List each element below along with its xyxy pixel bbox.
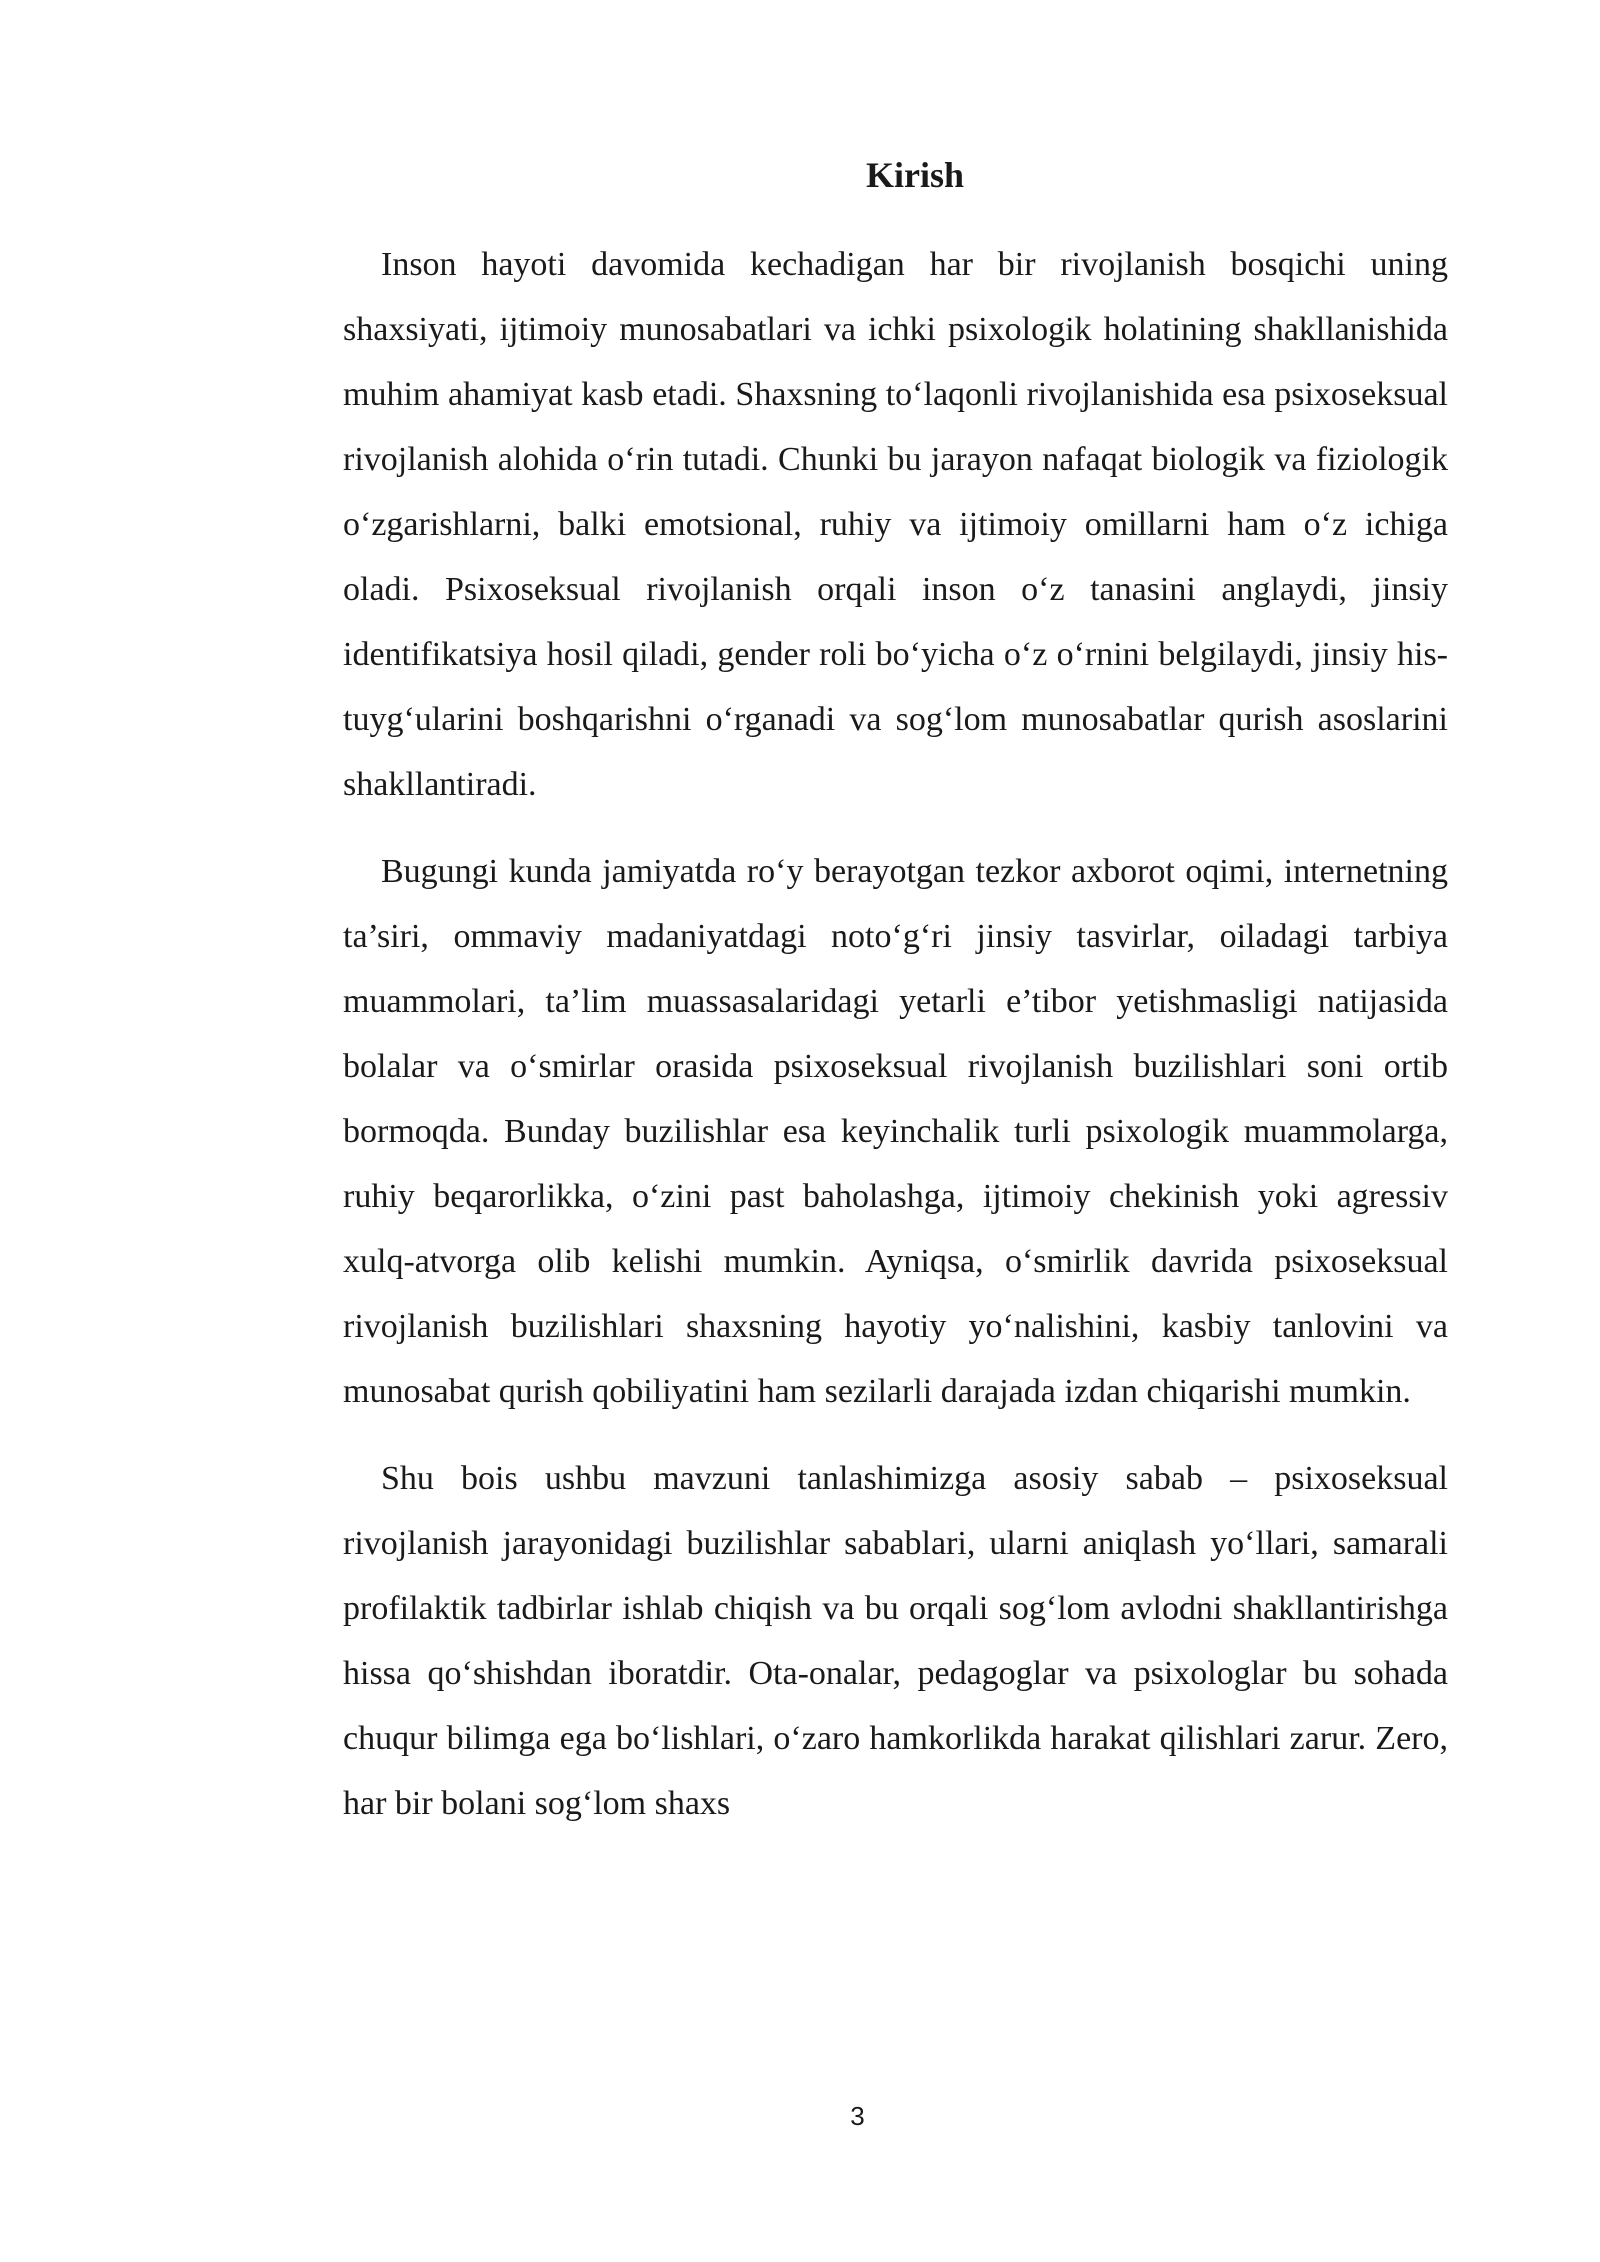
section-heading: Kirish <box>865 155 964 195</box>
paragraph: Bugungi kunda jamiyatda ro‘y berayotgan tezkor axborot oqimi, internetning ta’siri, ommaviy madaniyatdagi noto‘g‘ri jinsiy tasvirlar, oiladagi tarbiya muammolari, ta’lim muassasalaridagi yetarli e’tibor yetishmasligi natijasida bolalar va o‘smirlar orasida psixoseksual rivojlanish buzilishlari soni ortib bormoqda. Bunday buzilishlar esa keyinchalik turli psixologik muammolarga, ruhiy beqarorlikka, o‘zini past baholashga, ijtimoiy chekinish yoki agressiv xulq-atvorga olib kelishi mumkin. Ayniqsa, o‘smirlik davrida psixoseksual rivojlanish buzilishlari shaxsning hayotiy yo‘nalishini, kasbiy tanlovini va munosabat qurish qobiliyatini ham sezilarli darajada izdan chiqarishi mumkin. <box>343 853 1448 1410</box>
paragraph: Inson hayoti davomida kechadigan har bir rivojlanish bosqichi uning shaxsiyati, ijtimoiy munosabatlari va ichki psixologik holatining shakllanishida muhim ahamiyat kasb etadi. Shaxsning to‘laqonli rivojlanishida esa psixoseksual rivojlanish alohida o‘rin tutadi. Chunki bu jarayon nafaqat biologik va fiziologik o‘zgarishlarni, balki emotsional, ruhiy va ijtimoiy omillarni ham o‘z ichiga oladi. Psixoseksual rivojlanish orqali inson o‘z tanasini anglaydi, jinsiy identifikatsiya hosil qiladi, gender roli bo‘yicha o‘z o‘rnini belgilaydi, jinsiy his-tuyg‘ularini boshqarishni o‘rganadi va sog‘lom munosabatlar qurish asoslarini shakllantiradi. <box>343 246 1448 803</box>
page-number: 3 <box>850 2101 865 2131</box>
paragraph: Shu bois ushbu mavzuni tanlashimizga asosiy sabab – psixoseksual rivojlanish jarayonidagi buzilishlar sabablari, ularni aniqlash yo‘llari, samarali profilaktik tadbirlar ishlab chiqish va bu orqali sog‘lom avlodni shakllantirishga hissa qo‘shishdan iboratdir. Ota-onalar, pedagoglar va psixologlar bu sohada chuqur bilimga ega bo‘lishlari, o‘zaro hamkorlikda harakat qilishlari zarur. Zero, har bir bolani sog‘lom shaxs <box>343 1460 1448 1822</box>
body-text <box>343 232 1448 1858</box>
